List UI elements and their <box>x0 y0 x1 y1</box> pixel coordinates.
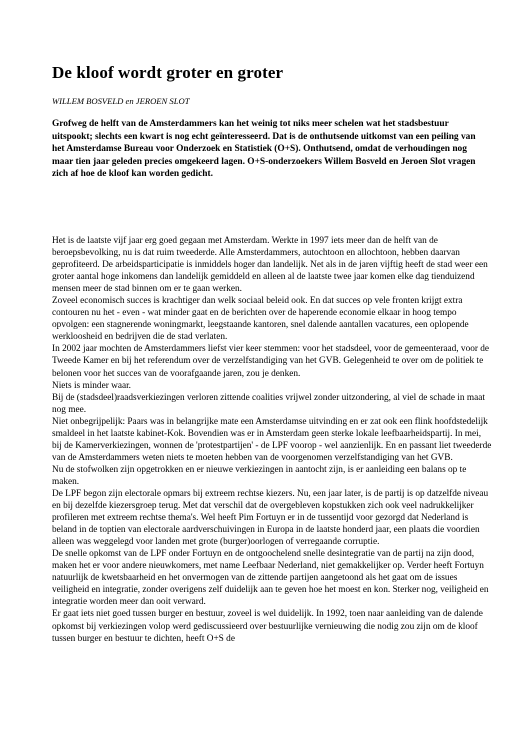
body-paragraph: Nu de stofwolken zijn opgetrokken en er nieuwe verkiezingen in aantocht zijn, is er aanleiding een balans op te maken. <box>52 464 467 487</box>
body-paragraph: Niet onbegrijpelijk: Paars was in belangrijke mate een Amsterdamse uitvinding en er zat ook een flink hoofdstedelijk smaldeel in het laatste kabinet-Kok. Bovendien was er in Amsterdam geen sterke lokale leefbaarheidspartij. In mei, bij de Kamerverkiezingen, wonnen de 'protestpartijen' - de LPF voorop - wel aanzienlijk. En en passant liet tweederde van de Amsterdammers weten niets te moeten hebben van de voorgenomen verzelfstandiging van het GVB. <box>52 416 492 463</box>
article-lead: Grofweg de helft van de Amsterdammers kan het weinig tot niks meer schelen wat het stadsbestuur uitspookt; slechts een kwart is nog echt geïnteresseerd. Dat is de onthutsende uitkomst van een peiling van het Amsterdamse Bureau voor Onderzoek en Statistiek (O+S). Onthutsend, omdat de verhoudingen nog maar tien jaar geleden precies omgekeerd lagen. O+S-onderzoekers Willem Bosveld en Jeroen Slot vragen zich af hoe de kloof kan worden gedicht. <box>52 119 476 180</box>
body-paragraph: In 2002 jaar mochten de Amsterdammers liefst vier keer stemmen: voor het stadsdeel, voor de gemeenteraad, voor de Tweede Kamer en bij het referendum over de verzelfstandiging van het GVB. Gelegenheid te over om de politiek te belonen voor het succes van de voorafgaande jaren, zou je denken. <box>52 344 490 379</box>
article-body <box>52 235 492 743</box>
body-paragraph: Er gaat iets niet goed tussen burger en bestuur, zoveel is wel duidelijk. In 1992, toen naar aanleiding van de dalende opkomst bij verkiezingen volop werd gediscussieerd over bestuurlijke vernieuwing die nodig zou zijn om de kloof tussen burger en bestuur te dichten, heeft O+S de <box>52 609 483 644</box>
body-paragraph: Niets is minder waar. <box>52 380 132 391</box>
body-paragraph: Bij de (stadsdeel)raadsverkiezingen verloren zittende coalities vrijwel zonder uitzondering, al viel de schade in maat nog mee. <box>52 392 485 415</box>
article-title: De kloof wordt groter en groter <box>52 63 284 82</box>
article-byline: WILLEM BOSVELD en JEROEN SLOT <box>52 96 190 106</box>
body-paragraph: De snelle opkomst van de LPF onder Fortuyn en de ontgoochelend snelle desintegratie van de partij na zijn dood, maken het er voor andere nieuwkomers, met name Leefbaar Nederland, niet gemakkelijker op. Verder heeft Fortuyn natuurlijk de kwetsbaarheid en het onvermogen van de zittende partijen aangetoond als het gaat om de issues veiligheid en integratie, zonder overigens zelf duidelijk aan te geven hoe het moest en kon. Sterker nog, veiligheid en integratie worden meer dan ooit verward. <box>52 549 489 608</box>
body-paragraph: De LPF begon zijn electorale opmars bij extreem rechtse kiezers. Nu, een jaar later, is de partij is op datzelfde niveau en bij dezelfde kiezersgroep terug. Met dat verschil dat de overgebleven kopstukken zich ook veel nadrukkelijker profileren met extreem rechtse thema's. Wel heeft Pim Fortuyn er in de tussentijd voor gezorgd dat Nederland is beland in de toptien van electorale aardverschuivingen in Europa in de laatste honderd jaar, een plaats die voordien alleen was weggelegd voor landen met grote (burger)oorlogen of verregaande corruptie. <box>52 488 489 548</box>
body-paragraph: Zoveel economisch succes is krachtiger dan welk sociaal beleid ook. En dat succes op vele fronten krijgt extra contouren nu het - even - wat minder gaat en de berichten over de haperende economie elkaar in hoog tempo opvolgen: een stagnerende woningmarkt, leegstaande kantoren, snel dalende aantallen vacatures, een oplopende werkloosheid en bedrijven die de stad verlaten. <box>52 296 469 343</box>
body-paragraph: Het is de laatste vijf jaar erg goed gegaan met Amsterdam. Werkte in 1997 iets meer dan de helft van de beroepsbevolking, nu is dat ruim tweederde. Alle Amsterdammers, autochtoon en allochtoon, hebben daarvan geprofiteerd. De arbeidsparticipatie is inmiddels hoger dan landelijk. Net als in de jaren vijftig heeft de stad weer een groter aantal hoge inkomens dan landelijk gemiddeld en alleen al de laatste twee jaar komen elke dag tienduizend mensen meer de stad binnen om er te gaan werken. <box>52 236 488 295</box>
